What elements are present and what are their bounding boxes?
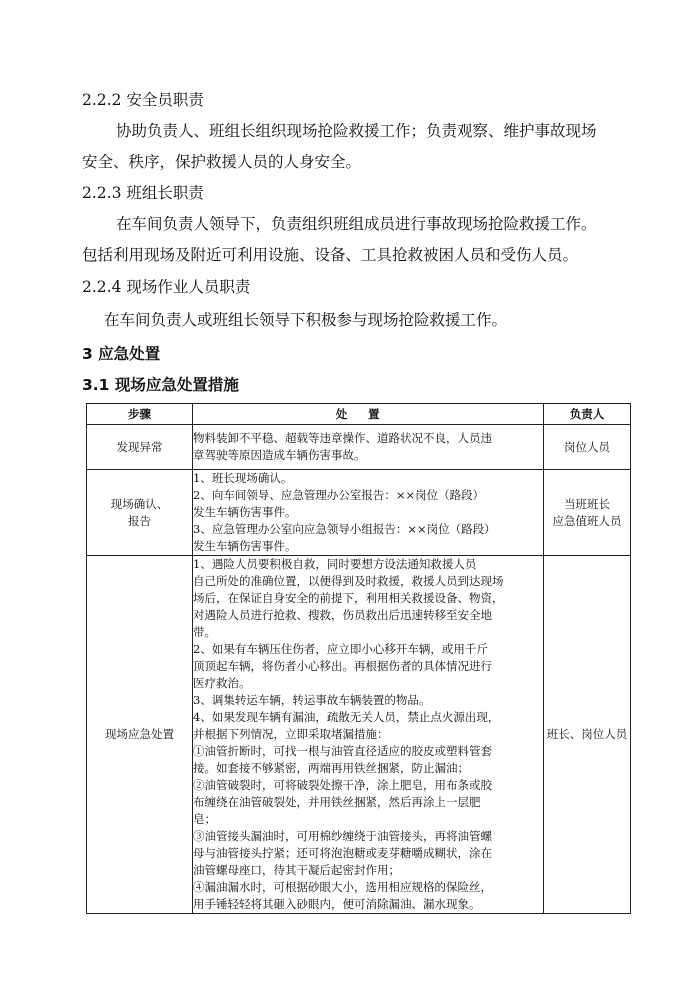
- table-header-row: [87, 404, 631, 425]
- paragraph-line: 包括利用现场及附近可利用设施、设备、工具抢救被困人员和受伤人员。: [82, 246, 579, 264]
- action-cell: 物料装卸不平稳、超载等违章操作、道路状况不良，人员违 章驾驶等原因造成车辆伤害事故。: [193, 425, 544, 470]
- section-title: 现场作业人员职责: [126, 278, 251, 296]
- responsible-cell: 班长、岗位人员: [544, 556, 631, 914]
- section-number: 2.2.3: [82, 184, 122, 202]
- responsible-cell: 岗位人员: [544, 425, 631, 470]
- section-title: 安全员职责: [126, 91, 204, 109]
- section-number: 2.2.2: [82, 91, 122, 109]
- header-action: 处置: [193, 404, 544, 425]
- procedure-table: [86, 403, 631, 914]
- step-cell: 发现异常: [87, 425, 193, 470]
- table-row: [87, 425, 631, 470]
- header-step: 步骤: [87, 404, 193, 425]
- action-cell: 1、遇险人员要积极自救，同时要想方设法通知救援人员 自己所处的准确位置，以便得到及时救援，救援人员到达现场 场后，在保证自身安全的前提下，利用相关救援设备、物资， 对遇险人员进行抢救、搜救，伤员救出后迅速转移至安全地 带。 2、如果有车辆压住伤者，应立即小心移开车辆，或用千斤 顶顶起车辆，将伤者小心移出。再根据伤者的具体情况进行 医疗救治。 3、调集转运车辆，转运事故车辆装置的物品。 4、如果发现车辆有漏油，疏散无关人员，禁止点火源出现， 并根据下列情况，立即采取堵漏措施： ①油管折断时，可找一根与油管直径适应的胶皮或塑料管套 接。如套接不够紧密，两端再用铁丝捆紧，防止漏油； ②油管破裂时，可将破裂处擦干净，涂上肥皂，用布条或胶 布缠绕在油管破裂处，并用铁丝捆紧，然后再涂上一层肥 皂； ③油管接头漏油时，可用棉纱缠绕于油管接头，再将油管螺 母与油管接头拧紧；还可将泡泡糖或麦芽糖嚼成糊状，涂在 油管螺母座口，待其干凝后起密封作用； ④漏油漏水时，可根据砂眼大小，选用相应规格的保险丝， 用手锤轻轻将其砸入砂眼内，便可消除漏油、漏水现象。: [193, 556, 544, 914]
- section-title: 班组长职责: [126, 184, 204, 202]
- section-heading-2-2-2: [82, 90, 204, 110]
- responsible-cell: 当班班长 应急值班人员: [544, 470, 631, 556]
- table-row: [87, 470, 631, 556]
- paragraph-line: 安全、秩序，保护救援人员的人身安全。: [82, 153, 362, 171]
- paragraph-line: 在车间负责人或班组长领导下积极参与现场抢险救援工作。: [104, 311, 508, 329]
- paragraph-line: 在车间负责人领导下，负责组织班组成员进行事故现场抢险救援工作。: [116, 215, 597, 233]
- chapter-heading: 3 应急处置: [82, 345, 161, 363]
- step-cell: 现场确认、 报告: [87, 470, 193, 556]
- step-cell: 现场应急处置: [87, 556, 193, 914]
- section-heading-2-2-4: [82, 277, 250, 297]
- header-responsible: 负责人: [544, 404, 631, 425]
- section-number: 2.2.4: [82, 278, 122, 296]
- section-heading-2-2-3: [82, 183, 204, 203]
- paragraph-line: 协助负责人、班组长组织现场抢险救援工作；负责观察、维护事故现场: [116, 122, 597, 140]
- subsection-heading: 3.1 现场应急处置措施: [82, 376, 239, 394]
- action-cell: 1、班长现场确认。 2、向车间领导、应急管理办公室报告：××岗位（路段） 发生车辆伤害事件。 3、应急管理办公室向应急领导小组报告：××岗位（路段） 发生车辆伤害事件。: [193, 470, 544, 556]
- table-row: [87, 556, 631, 914]
